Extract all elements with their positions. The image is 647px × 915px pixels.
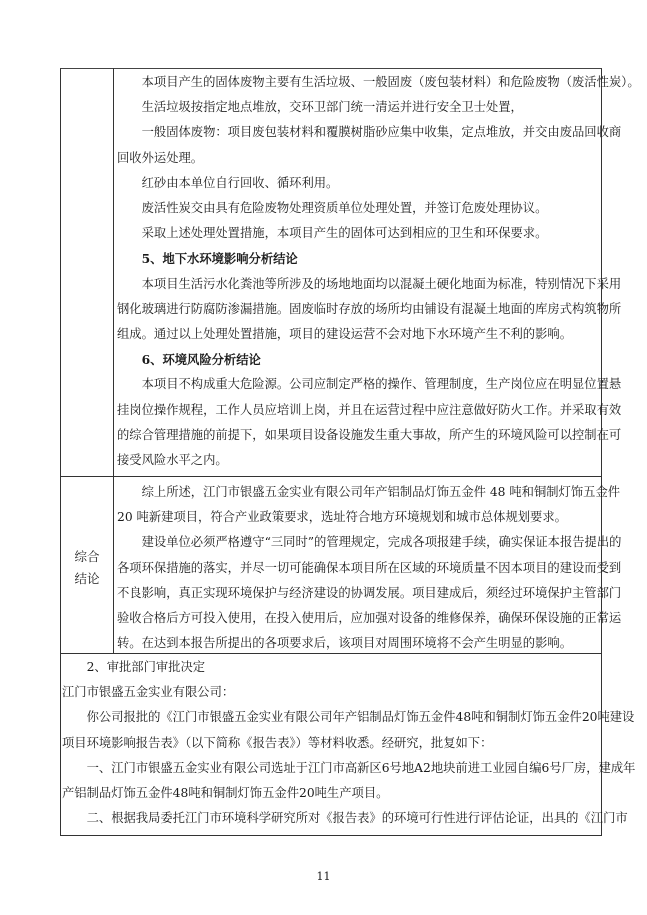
text-line: 一、江门市银盛五金实业有限公司选址于江门市高新区6号地A2地块前进工业园自编6号厂房，建成年 — [86, 760, 636, 775]
label-line: 综合 — [74, 549, 100, 564]
text-line: 各项环保措施的落实，并尽一切可能确保本项目所在区域的环境质量不因本项目的建设而受到 — [117, 560, 622, 575]
row-divider — [60, 476, 601, 477]
text-line: 本项目生活污水化粪池等所涉及的场地地面均以混凝土硬化地面为标准，特别情况下采用 — [141, 276, 622, 291]
paragraph — [117, 372, 622, 473]
paragraph — [62, 680, 597, 705]
text-line: 一般固体废物：项目废包装材料和覆膜树脂砂应集中收集，定点堆放，并交由废品回收商 — [141, 125, 622, 140]
text-line: 5、地下水环境影响分析结论 — [141, 251, 298, 267]
paragraph — [117, 120, 622, 170]
text-line: 你公司报批的《江门市银盛五金实业有限公司年产铝制品灯饰五金件48吨和铜制灯饰五金件20吨建设 — [86, 710, 635, 725]
paragraph — [117, 221, 595, 246]
text-line: 20 吨新建项目，符合产业政策要求，选址符合地方环境规划和城市总体规划要求。 — [117, 510, 567, 525]
text-line: 验收合格后方可投入使用，在投入使用后，应加强对设备的维修保养，确保环保设施的正常运 — [117, 611, 622, 626]
text-line: 本项目不构成重大危险源。公司应制定严格的操作、管理制度，生产岗位应在明显位置悬 — [141, 377, 622, 392]
text-line: 综上所述，江门市银盛五金实业有限公司年产铝制品灯饰五金件 48 吨和铜制灯饰五金件 — [141, 485, 621, 499]
paragraph — [62, 705, 635, 755]
text-line: 废活性炭交由具有危险废物处理资质单位处理处置，并签订危废处理协议。 — [141, 201, 548, 216]
paragraph — [117, 196, 595, 221]
paragraph — [117, 480, 621, 530]
text-line: 2、审批部门审批决定 — [86, 660, 206, 674]
paragraph — [62, 806, 628, 831]
column-divider — [113, 68, 114, 653]
paragraph — [117, 95, 595, 120]
paragraph — [62, 655, 597, 680]
text-line: 接受风险水平之内。 — [117, 453, 228, 468]
section-heading — [117, 347, 595, 372]
text-line: 组成。通过以上处理处置措施，项目的建设运营不会对地下水环境产生不利的影响。 — [117, 327, 572, 342]
approval-decision-section — [62, 655, 636, 831]
text-line: 生活垃圾按指定地点堆放，交环卫部门统一清运并进行安全卫士处置， — [141, 100, 523, 115]
text-line: 建设单位必须严格遵守“三同时”的管理规定，完成各项报建手续，确实保证本报告提出的 — [141, 535, 622, 550]
text-line: 不良影响，真正实现环境保护与经济建设的协调发展。项目建成后，须经过环境保护主管部门 — [117, 585, 622, 600]
paragraph — [117, 530, 622, 656]
text-line: 二、根据我局委托江门市环境科学研究所对《报告表》的环境可行性进行评估论证，出具的《江门市 — [86, 811, 628, 826]
text-line: 6、环境风险分析结论 — [141, 352, 261, 368]
paragraph — [117, 70, 640, 95]
section-heading — [117, 246, 595, 271]
text-line: 项目环境影响报告表》（以下简称《报告表》）等材料收悉。经研究，批复如下： — [62, 735, 493, 750]
analysis-conclusions-cell — [117, 70, 640, 473]
paragraph — [62, 756, 636, 806]
paragraph — [117, 272, 622, 348]
label-line: 结论 — [74, 571, 100, 586]
comprehensive-conclusion-cell — [117, 480, 622, 656]
text-line: 钢化玻璃进行防腐防渗漏措施。固废临时存放的场所均由铺设有混凝土地面的库房式构筑物所 — [117, 301, 622, 316]
comprehensive-conclusion-label — [62, 546, 112, 590]
text-line: 挂岗位操作规程，工作人员应培训上岗，并且在运营过程中应注意做好防火工作。并采取有效 — [117, 402, 622, 417]
page-number: 11 — [316, 870, 331, 883]
paragraph — [117, 171, 595, 196]
text-line: 产铝制品灯饰五金件48吨和铜制灯饰五金件20吨生产项目。 — [62, 786, 389, 801]
text-line: 江门市银盛五金实业有限公司： — [62, 685, 235, 700]
text-line: 本项目产生的固体废物主要有生活垃圾、一般固废（废包装材料）和危险废物（废活性炭）。 — [141, 75, 640, 89]
text-line: 的综合管理措施的前提下，如果项目设备设施发生重大事故，所产生的环境风险可以控制在可 — [117, 427, 622, 442]
text-line: 回收外运处理。 — [117, 150, 204, 165]
text-line: 采取上述处理处置措施，本项目产生的固体可达到相应的卫生和环保要求。 — [141, 226, 548, 241]
text-line: 红砂由本单位自行回收、循环利用。 — [141, 175, 339, 190]
text-line: 转。在达到本报告所提出的各项要求后，该项目对周围环境将不会产生明显的影响。 — [117, 636, 572, 651]
